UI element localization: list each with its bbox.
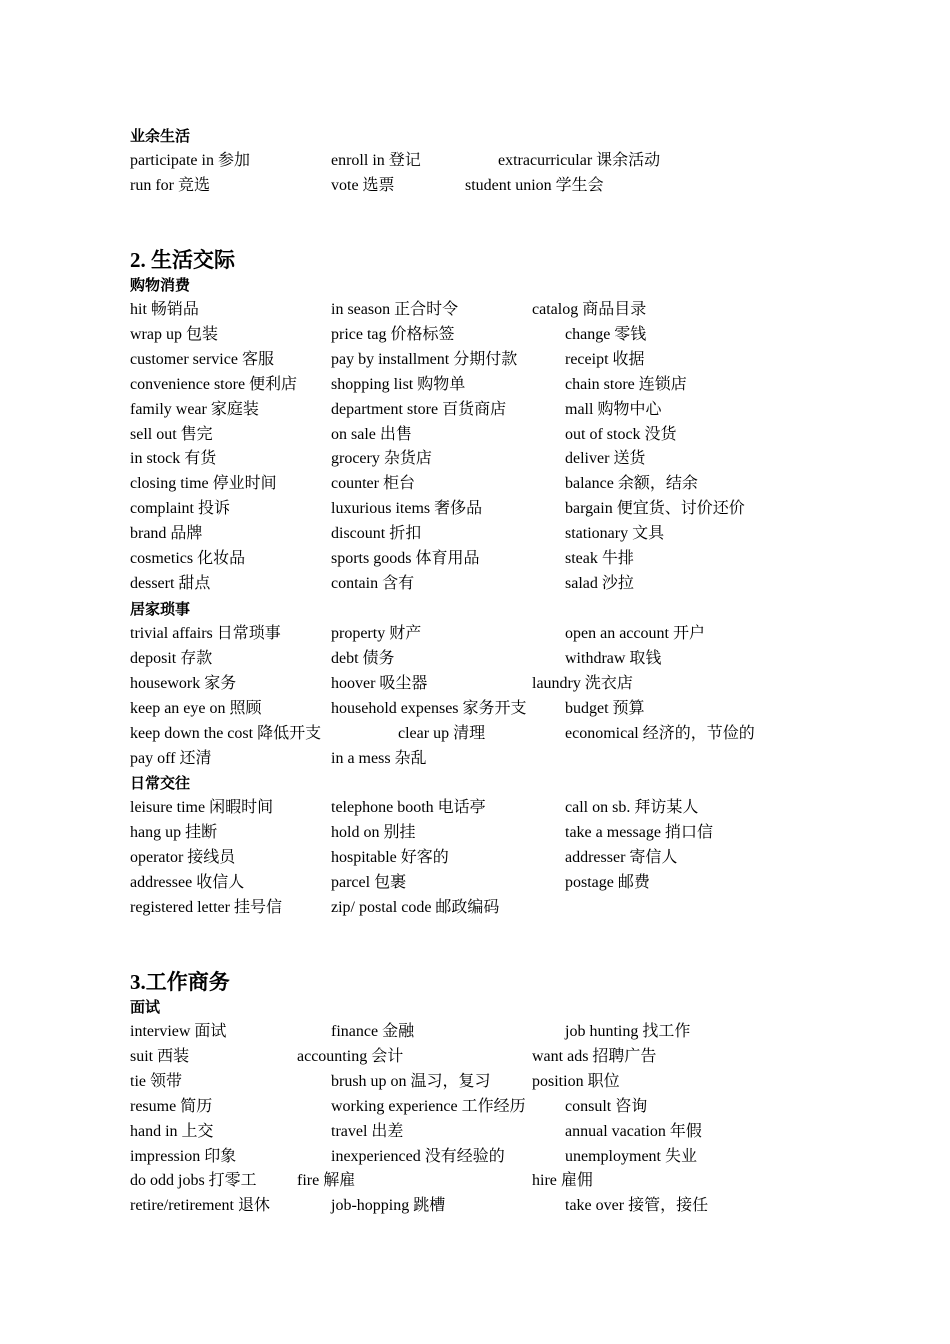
vocab-entry: sell out 售完: [130, 425, 213, 443]
vocab-entry: job-hopping 跳槽: [331, 1197, 446, 1215]
vocab-entry: convenience store 便利店: [130, 375, 298, 393]
vocab-entry: department store 百货商店: [331, 400, 507, 418]
vocab-entry: brush up on 温习，复习: [331, 1072, 491, 1090]
vocab-entry: mall 购物中心: [565, 400, 662, 418]
vocab-entry: participate in 参加: [130, 152, 250, 169]
vocab-entry: unemployment 失业: [565, 1147, 697, 1165]
vocab-entry: open an account 开户: [565, 625, 705, 642]
vocab-entry: hoover 吸尘器: [331, 674, 428, 692]
vocab-entry: job hunting 找工作: [565, 1023, 691, 1040]
vocab-entry: pay by installment 分期付款: [331, 350, 518, 368]
vocab-entry: in season 正合时令: [331, 301, 459, 318]
vocab-entry: customer service 客服: [130, 350, 274, 368]
vocab-entry: out of stock 没货: [565, 425, 677, 443]
vocab-entry: budget 预算: [565, 699, 645, 717]
vocab-entry: accounting 会计: [297, 1047, 404, 1065]
vocab-entry: balance 余额，结余: [565, 475, 698, 493]
vocab-entry: receipt 收据: [565, 350, 645, 368]
vocab-entry: run for 竞选: [130, 176, 210, 194]
vocab-entry: resume 简历: [130, 1097, 213, 1115]
vocab-entry: hit 畅销品: [130, 301, 199, 318]
vocab-entry: brand 品牌: [130, 525, 203, 543]
vocab-entry: finance 金融: [331, 1023, 415, 1040]
subsection-heading: 面试: [130, 998, 161, 1016]
vocab-entry: hire 雇佣: [532, 1172, 593, 1190]
vocab-entry: addresser 寄信人: [565, 848, 678, 866]
subsection-heading: 居家琐事: [130, 600, 191, 618]
vocab-entry: take a message 捎口信: [565, 823, 713, 841]
vocab-entry: working experience 工作经历: [331, 1097, 526, 1115]
vocab-entry: interview 面试: [130, 1023, 227, 1040]
vocab-entry: registered letter 挂号信: [130, 898, 282, 916]
vocab-entry: zip/ postal code 邮政编码: [331, 898, 500, 916]
subsection-heading: 业余生活: [130, 127, 191, 145]
vocab-entry: tie 领带: [130, 1072, 182, 1090]
vocab-entry: steak 牛排: [565, 550, 634, 567]
vocab-entry: change 零钱: [565, 325, 647, 343]
section-title: 3.工作商务: [130, 970, 230, 994]
vocab-entry: discount 折扣: [331, 525, 422, 543]
vocab-entry: retire/retirement 退休: [130, 1197, 270, 1215]
vocab-entry: on sale 出售: [331, 425, 412, 443]
vocab-entry: economical 经济的，节俭的: [565, 724, 755, 742]
vocab-entry: suit 西装: [130, 1047, 190, 1065]
vocab-entry: parcel 包裹: [331, 873, 407, 891]
vocab-entry: travel 出差: [331, 1122, 404, 1140]
vocab-entry: call on sb. 拜访某人: [565, 799, 699, 816]
vocab-entry: property 财产: [331, 625, 422, 642]
vocab-entry: enroll in 登记: [331, 152, 421, 169]
vocab-entry: deposit 存款: [130, 649, 213, 667]
vocab-entry: consult 咨询: [565, 1097, 648, 1115]
vocab-entry: deliver 送货: [565, 450, 646, 468]
vocab-entry: addressee 收信人: [130, 873, 245, 891]
vocab-entry: price tag 价格标签: [331, 325, 455, 343]
vocab-entry: closing time 停业时间: [130, 475, 277, 493]
vocab-entry: luxurious items 奢侈品: [331, 500, 483, 518]
vocab-entry: stationary 文具: [565, 525, 665, 543]
vocab-entry: want ads 招聘广告: [532, 1047, 657, 1065]
vocab-entry: laundry 洗衣店: [532, 674, 633, 692]
vocab-entry: housework 家务: [130, 674, 237, 692]
vocab-entry: catalog 商品目录: [532, 301, 647, 318]
vocab-entry: chain store 连锁店: [565, 375, 687, 393]
vocab-entry: in a mess 杂乱: [331, 749, 427, 767]
vocab-entry: cosmetics 化妆品: [130, 550, 246, 567]
subsection-heading: 日常交往: [130, 774, 191, 792]
vocab-entry: do odd jobs 打零工: [130, 1172, 257, 1190]
vocab-entry: grocery 杂货店: [331, 450, 432, 468]
vocab-entry: contain 含有: [331, 574, 415, 592]
vocab-entry: household expenses 家务开支: [331, 699, 527, 717]
vocab-entry: annual vacation 年假: [565, 1122, 702, 1140]
vocab-entry: extracurricular 课余活动: [498, 152, 661, 169]
vocab-entry: leisure time 闲暇时间: [130, 799, 274, 816]
vocab-entry: hang up 挂断: [130, 823, 218, 841]
vocab-entry: student union 学生会: [465, 176, 604, 194]
vocab-entry: keep an eye on 照顾: [130, 699, 262, 717]
vocab-entry: fire 解雇: [297, 1172, 356, 1190]
vocab-entry: pay off 还清: [130, 749, 212, 767]
vocab-entry: keep down the cost 降低开支: [130, 724, 322, 742]
vocab-entry: inexperienced 没有经验的: [331, 1147, 505, 1165]
vocab-entry: dessert 甜点: [130, 574, 211, 592]
subsection-heading: 购物消费: [130, 276, 191, 294]
vocab-entry: sports goods 体育用品: [331, 550, 480, 567]
vocab-entry: salad 沙拉: [565, 574, 634, 592]
vocab-entry: take over 接管，接任: [565, 1197, 709, 1215]
vocab-entry: postage 邮费: [565, 873, 650, 891]
vocab-entry: hold on 别挂: [331, 823, 416, 841]
vocab-entry: withdraw 取钱: [565, 649, 662, 667]
vocab-entry: debt 债务: [331, 649, 395, 667]
vocab-entry: impression 印象: [130, 1147, 237, 1165]
vocab-entry: trivial affairs 日常琐事: [130, 625, 281, 642]
vocab-entry: wrap up 包装: [130, 325, 218, 343]
vocab-entry: counter 柜台: [331, 475, 415, 493]
vocab-entry: position 职位: [532, 1072, 620, 1090]
vocab-entry: in stock 有货: [130, 450, 217, 468]
vocab-entry: vote 选票: [331, 176, 395, 194]
vocab-entry: complaint 投诉: [130, 500, 230, 518]
vocab-entry: shopping list 购物单: [331, 375, 466, 393]
vocab-entry: operator 接线员: [130, 848, 236, 866]
vocab-entry: hand in 上交: [130, 1122, 214, 1140]
vocab-entry: telephone booth 电话亭: [331, 799, 486, 816]
vocab-entry: bargain 便宜货、讨价还价: [565, 500, 745, 518]
section-title: 2. 生活交际: [130, 248, 235, 272]
vocab-entry: hospitable 好客的: [331, 848, 449, 866]
vocab-entry: clear up 清理: [398, 724, 486, 742]
vocab-entry: family wear 家庭装: [130, 400, 259, 418]
